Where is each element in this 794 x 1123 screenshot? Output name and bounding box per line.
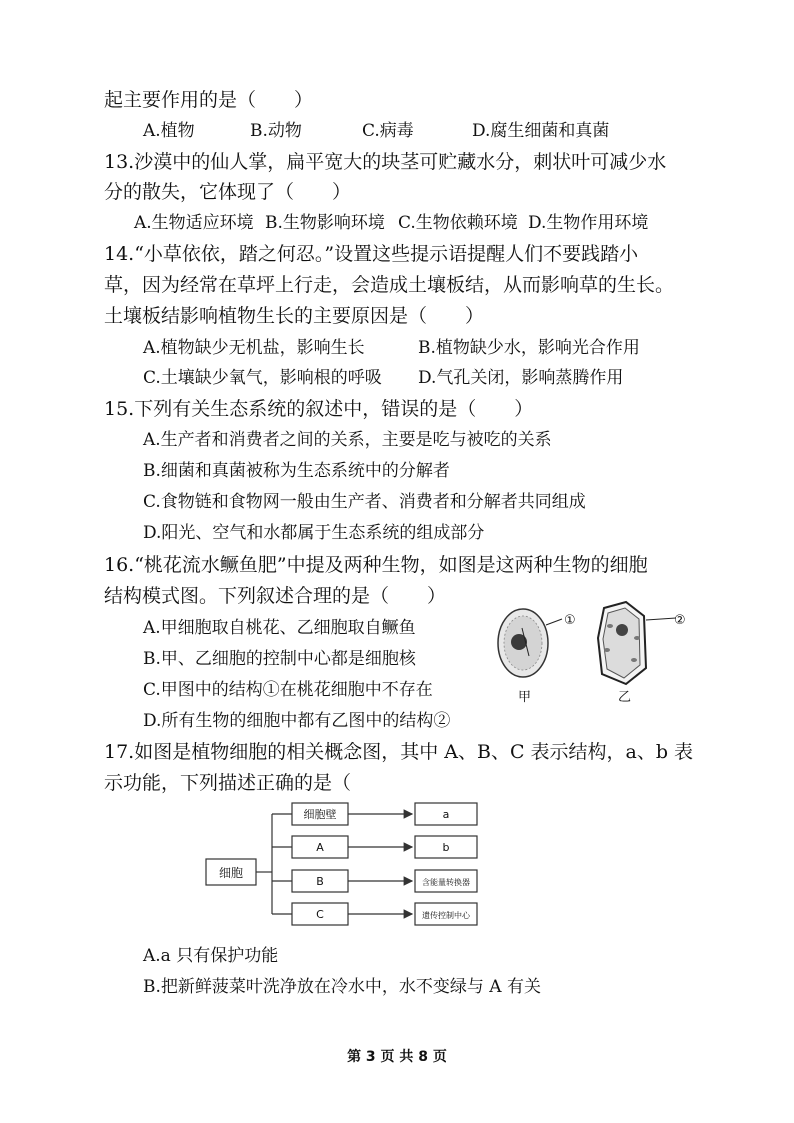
function-label-energy: 含能量转换器 (422, 878, 470, 887)
q12-option-d: D.腐生细菌和真菌 (472, 121, 610, 141)
structure-label-1: ① (564, 613, 576, 628)
plant-cell (598, 602, 676, 684)
q14-option-a: A.植物缺少无机盐，影响生长 (143, 338, 365, 358)
question-continuation: 起主要作用的是（ ） (104, 89, 314, 111)
structure-label-a: A (316, 841, 324, 854)
q12-option-b: B.动物 (250, 121, 302, 141)
q12-option-a: A.植物 (143, 121, 195, 141)
q16-option-a: A.甲细胞取自桃花、乙细胞取自鳜鱼 (143, 618, 416, 638)
q14-option-c: C.土壤缺少氧气，影响根的呼吸 (143, 368, 382, 388)
q16-stem-line-2: 结构模式图。下列叙述合理的是（ ） (104, 585, 447, 607)
q17-option-a: A.a 只有保护功能 (143, 946, 279, 966)
q16-option-d: D.所有生物的细胞中都有乙图中的结构② (143, 711, 451, 731)
q14-option-d: D.气孔关闭，影响蒸腾作用 (418, 368, 624, 388)
animal-cell (498, 609, 562, 677)
page-footer: 第 3 页 共 8 页 (347, 1049, 447, 1065)
q17-stem-line-1: 17.如图是植物细胞的相关概念图，其中 A、B、C 表示结构，a、b 表 (104, 741, 694, 763)
function-label-b: b (442, 841, 450, 854)
function-label-a: a (442, 808, 450, 821)
q15-stem: 15.下列有关生态系统的叙述中，错误的是（ ） (104, 398, 534, 420)
root-label: 细胞 (218, 866, 244, 880)
q15-option-d: D.阳光、空气和水都属于生态系统的组成部分 (143, 523, 485, 543)
q14-option-b: B.植物缺少水，影响光合作用 (418, 338, 640, 358)
q12-option-c: C.病毒 (362, 121, 414, 141)
q16-option-c: C.甲图中的结构①在桃花细胞中不存在 (143, 680, 433, 700)
structure-label-b: B (316, 875, 324, 888)
q15-option-c: C.食物链和食物网一般由生产者、消费者和分解者共同组成 (143, 492, 586, 512)
q14-stem-line-2: 草，因为经常在草坪上行走，会造成土壤板结，从而影响草的生长。 (104, 274, 675, 296)
structure-label-c: C (316, 908, 324, 921)
q15-option-a: A.生产者和消费者之间的关系，主要是吃与被吃的关系 (143, 430, 552, 450)
q13-stem-line-2: 分的散失，它体现了（ ） (104, 181, 352, 203)
structure-label-2: ② (674, 613, 686, 628)
function-label-genetic: 遗传控制中心 (422, 911, 470, 920)
q17-stem-line-2: 示功能，下列描述正确的是（ (104, 772, 352, 794)
caption-yi: 乙 (618, 690, 632, 705)
q13-stem-line-1: 13.沙漠中的仙人掌，扁平宽大的块茎可贮藏水分，刺状叶可减少水 (104, 151, 667, 173)
concept-map (200, 800, 490, 935)
q14-stem-line-3: 土壤板结影响植物生长的主要原因是（ ） (104, 305, 485, 327)
cell-structure-figure (486, 598, 691, 708)
q16-option-b: B.甲、乙细胞的控制中心都是细胞核 (143, 649, 416, 669)
structure-label-cell-wall: 细胞壁 (303, 808, 337, 821)
q14-stem-line-1: 14.“小草依依，踏之何忍。”设置这些提示语提醒人们不要践踏小 (104, 243, 639, 265)
q13-option-c: C.生物依赖环境 (398, 213, 518, 233)
q13-option-a: A.生物适应环境 (134, 213, 254, 233)
q13-option-d: D.生物作用环境 (528, 213, 649, 233)
q17-option-b: B.把新鲜菠菜叶洗净放在冷水中，水不变绿与 A 有关 (143, 977, 541, 997)
q16-stem-line-1: 16.“桃花流水鳜鱼肥”中提及两种生物，如图是这两种生物的细胞 (104, 554, 648, 576)
q13-option-b: B.生物影响环境 (265, 213, 385, 233)
q15-option-b: B.细菌和真菌被称为生态系统中的分解者 (143, 461, 450, 481)
caption-jia: 甲 (518, 690, 532, 705)
